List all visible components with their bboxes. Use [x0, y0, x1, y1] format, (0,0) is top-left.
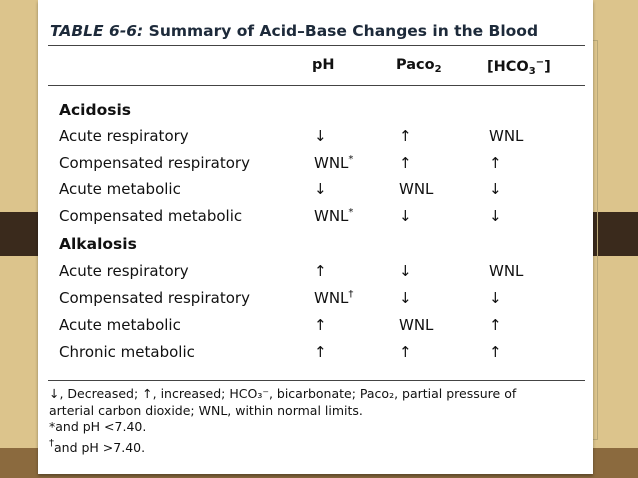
cell-ph: ↓ [314, 180, 327, 198]
paco2-text: Paco [396, 57, 435, 73]
footnote-legend-line1: ↓, Decreased; ↑, increased; HCO₃⁻, bicarbonate; Paco₂, partial pressure of [49, 386, 517, 401]
cell-paco2: ↓ [399, 262, 412, 280]
footnote-dagger: †and pH >7.40. [49, 437, 146, 455]
column-header-ph: pH [312, 57, 335, 73]
cell-paco2: ↑ [399, 154, 412, 172]
cell-ph: ↑ [314, 316, 327, 334]
footnote-legend-line2: arterial carbon dioxide; WNL, within normal limits. [49, 402, 363, 418]
table-title-text: Summary of Acid–Base Changes in the Blood [148, 22, 539, 40]
cell-ph: WNL* [314, 207, 354, 225]
cell-hco3: ↓ [489, 180, 502, 198]
cell-paco2: ↑ [399, 343, 412, 361]
table-number: TABLE 6-6: [50, 22, 144, 40]
section-heading-alkalosis: Alkalosis [59, 235, 137, 253]
hco3-open: [HCO [487, 59, 529, 75]
table-row [38, 127, 593, 153]
cell-ph: ↓ [314, 127, 327, 145]
cell-paco2: WNL [399, 316, 434, 334]
cell-paco2: WNL [399, 180, 434, 198]
row-label: Acute metabolic [59, 180, 181, 198]
row-label: Chronic metabolic [59, 343, 195, 361]
cell-hco3: ↓ [489, 289, 502, 307]
cell-hco3: ↓ [489, 207, 502, 225]
footnote-asterisk: *and pH <7.40. [49, 419, 147, 434]
hco3-close: ] [544, 59, 551, 75]
table-row [38, 343, 593, 369]
hco3-subscript: 3 [528, 66, 536, 77]
left-side-tab [0, 212, 42, 256]
row-label: Compensated metabolic [59, 207, 243, 225]
column-header-paco2 [396, 57, 442, 75]
section-heading-row [38, 101, 593, 127]
cell-paco2: ↑ [399, 127, 412, 145]
table-row [38, 289, 593, 315]
table-row [38, 207, 593, 233]
title-rule [48, 45, 585, 46]
cell-hco3: ↑ [489, 154, 502, 172]
table-title [50, 22, 538, 40]
cell-paco2: ↓ [399, 289, 412, 307]
right-side-tab [592, 212, 638, 256]
cell-ph: WNL† [314, 289, 354, 307]
header-rule [48, 85, 585, 86]
table-row [38, 262, 593, 288]
row-label: Acute respiratory [59, 262, 189, 280]
row-label: Acute respiratory [59, 127, 189, 145]
section-heading-acidosis: Acidosis [59, 101, 132, 119]
cell-hco3: WNL [489, 262, 524, 280]
footer-rule [48, 380, 585, 381]
cell-hco3: ↑ [489, 343, 502, 361]
column-header-hco3 [487, 57, 551, 77]
row-label: Compensated respiratory [59, 154, 250, 172]
cell-ph: WNL* [314, 154, 354, 172]
cell-ph: ↑ [314, 343, 327, 361]
hco3-superscript: − [535, 57, 545, 68]
table-footnotes [49, 386, 579, 456]
cell-hco3: ↑ [489, 316, 502, 334]
table-row [38, 180, 593, 206]
table-row [38, 154, 593, 180]
row-label: Acute metabolic [59, 316, 181, 334]
cell-hco3: WNL [489, 127, 524, 145]
row-label: Compensated respiratory [59, 289, 250, 307]
paco2-subscript: 2 [434, 64, 442, 75]
table-row [38, 316, 593, 342]
cell-paco2: ↓ [399, 207, 412, 225]
table-card [38, 0, 593, 474]
section-heading-row [38, 235, 593, 261]
cell-ph: ↑ [314, 262, 327, 280]
